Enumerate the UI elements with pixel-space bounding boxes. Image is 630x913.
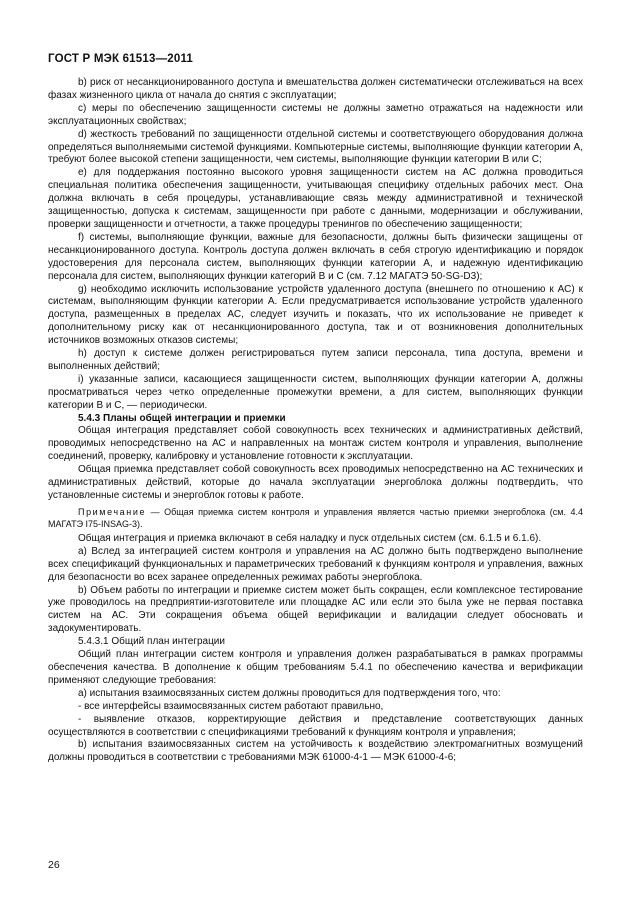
paragraph: b) Объем работы по интеграции и приемке систем может быть сокращен, если комплексное тестирование уже проводилось на предприятии-изготовителе или площадке АС или если это была уже не первая поставка систем на АС. Эти сокращения объема общей верификации и валидации следует обосновать и задокументировать. <box>48 584 583 635</box>
paragraph: b) испытания взаимосвязанных систем на устойчивость к воздействию электромагнитных возмущений должны проводиться в соответствии с требованиями МЭК 61000-4-1 — МЭК 61000-4-6; <box>48 739 583 764</box>
subsection-heading: 5.4.3.1 Общий план интеграции <box>78 636 225 648</box>
paragraph: Общая интеграция и приемка включают в себя наладку и пуск отдельных систем (см. 6.1.5 и 6.1.6). <box>78 532 542 544</box>
note-text: — Общая приемка систем контроля и управления является частью приемки энергоблока (см. 4.4 МАГАТЭ I75-INSAG-3). <box>48 506 583 529</box>
paragraph: c) меры по обеспечению защищенности системы не должны заметно отражаться на надежности или эксплуатационных свойствах; <box>48 102 583 127</box>
paragraph: Общая приемка представляет собой совокупность всех проводимых непосредственно на АС технических и административных действий, которые до начала эксплуатации энергоблока должны подтвердить, что установленные системы и энергоблок готовы к работе. <box>48 464 583 501</box>
paragraph: b) риск от несанкционированного доступа и вмешательства должен систематически отслеживаться на всех фазах жизненного цикла от начала до снятия с эксплуатации; <box>48 77 583 101</box>
paragraph: a) испытания взаимосвязанных систем должны проводиться для подтверждения того, что: <box>78 687 501 699</box>
paragraph: - выявление отказов, корректирующие действия и представление соответствующих данных осуществляются в соответствии с спецификациями требований к функциям контроля и управления; <box>48 713 583 738</box>
paragraph: - все интерфейсы взаимосвязанных систем работают правильно, <box>78 700 384 712</box>
paragraph: i) указанные записи, касающиеся защищенности систем, выполняющих функции категории А, должны просматриваться через четко определенные промежутки времени, а для систем, выполняющих функции категории В и С, — периодически. <box>48 373 583 411</box>
paragraph: Общий план интеграции систем контроля и управления должен разрабатываться в рамках программы обеспечения качества. В дополнение к общим требованиям 5.4.1 по обеспечению качества и верификации применяют следующие требования: <box>48 649 583 686</box>
note <box>48 506 583 530</box>
section-heading: 5.4.3 Планы общей интеграции и приемки <box>78 412 286 424</box>
paragraph: d) жесткость требований по защищенности отдельной системы и соответствующего оборудования должна определяться выполняемыми системой функциями. Компьютерные системы, выполняющие функции категории А, требуют более высокой степени защищенности, чем системы, выполняющие функции категории В или С; <box>48 128 583 166</box>
paragraph: f) системы, выполняющие функции, важные для безопасности, должны быть физически защищены от несанкционированного доступа. Контроль доступа должен включать в себя строгую идентификацию и порядок удостоверения для персонала систем, выполняющих функции категории А, и надежную идентификацию персонала для систем, выполняющих функции категорий В и С (см. 7.12 МАГАТЭ 50-SG-D3); <box>48 231 583 282</box>
paragraph: g) необходимо исключить использование устройств удаленного доступа (внешнего по отношению к АС) к системам, выполняющим функции категории А. Если предусматривается использование устройств удаленного доступа, размещенных в пределах АС, следует изучить и показать, что их использование не приведет к дополнительному риску как от несанкционированного доступа, так и от возникновения дополнительных источников возможных отказов системы; <box>48 283 583 347</box>
paragraph: h) доступ к системе должен регистрироваться путем записи персонала, типа доступа, времени и выполненных действий; <box>48 348 583 372</box>
document-body <box>48 77 583 765</box>
paragraph: Общая интеграция представляет собой совокупность всех технических и административных действий, проводимых непосредственно на АС и направленных на монтаж систем контроля и управления, выполнение соединений, проверку, калибровку и установление готовности к эксплуатации. <box>48 425 583 463</box>
page-number: 26 <box>48 859 60 871</box>
paragraph: e) для поддержания постоянно высокого уровня защищенности систем на АС должна проводиться специальная политика обеспечения защищенности, учитывающая специфику отдельных рабочих мест. Она должна включать в себя процедуры, устанавливающие связь между административной и технической защищенностью, допуска к системам, защищенности при работе с данными, модернизации и обслуживании, проверки защищенности и отчетности, а также процедуры тренингов по обеспечению защищенности; <box>48 167 583 230</box>
note-label: Примечание <box>78 506 147 517</box>
paragraph: a) Вслед за интеграцией систем контроля и управления на АС должно быть подтверждено выполнение всех спецификаций функциональных и параметрических требований к функциям контроля и управления, важных для безопасности во всех заранее определенных режимах работы энергоблока. <box>48 545 583 583</box>
document-header: ГОСТ Р МЭК 61513—2011 <box>48 53 194 65</box>
